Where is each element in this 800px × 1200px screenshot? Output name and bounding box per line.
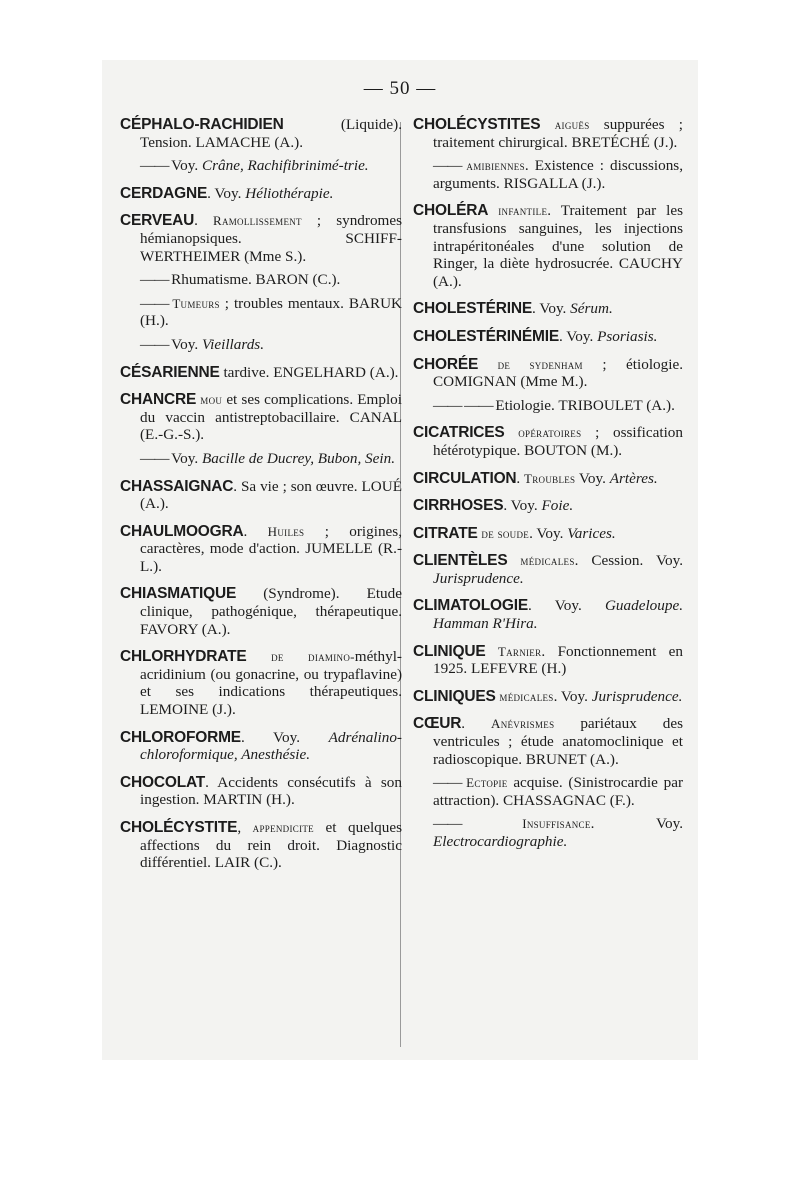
index-entry [120,478,402,513]
entry-headword: CHORÉE [413,355,479,373]
entry-smallcaps-text: Tarnier [497,643,542,659]
entry-smallcaps-text: Insuffisance [522,816,591,832]
entry-cross-reference: Vieillards. [201,335,264,353]
entry-repeat-dash: —— [140,294,173,312]
entry-smallcaps-text: Anévrismes [491,716,555,732]
entry-text: (Syndrome). Etude clinique, pathogénique, thérapeutique. FAVORY (A.). [140,585,402,638]
entry-smallcaps-text: Troubles [524,470,576,486]
entry-headword: CHOLESTÉRINE [413,300,533,318]
index-entry [120,391,402,444]
right-column [413,116,683,861]
entry-smallcaps-text: infantile [498,203,548,219]
entry-smallcaps-text: mou [200,392,223,408]
entry-text [488,202,498,219]
entry-repeat-dash: —— [433,157,467,175]
entry-text: Voy. [171,449,202,467]
entry-text: Etiologie. TRIBOULET (A.). [495,396,675,414]
index-entry [413,470,683,488]
left-column [120,116,402,882]
index-entry [413,525,683,543]
entry-text: . Voy. [503,497,542,515]
entry-headword: CHAULMOOGRA [120,522,244,540]
entry-smallcaps-text: de soude [481,525,530,541]
index-entry [120,185,402,203]
entry-text: . Accidents consécutifs à son ingestion. MARTIN (H.). [140,773,402,809]
entry-headword: CLIENTÈLES [413,552,508,570]
entry-text: pariétaux des ventricules ; étude anatomoclinique et radioscopique. BRUNET (A.). [433,715,683,768]
entry-text: , [237,819,253,836]
entry-repeat-dash: —— —— [433,396,496,414]
entry-headword: CITRATE [413,524,478,542]
entry-text: suppurées ; traitement chirurgical. BRETÉCHÉ (J.). [433,116,683,151]
index-entry [120,819,402,872]
entry-headword: CLINIQUE [413,642,486,660]
entry-headword: CÉPHALO-RACHIDIEN [120,116,284,133]
entry-text: ; ossification hétérotypique. BOUTON (M.). [433,424,683,459]
index-entry [120,364,402,382]
entry-text: . [516,469,525,487]
index-entry [120,585,402,638]
entry-text: méthyl-acridinium (ou gonacrine, ou trypaflavine) et ses indications thérapeutiques. LEMOINE (J.). [140,648,402,719]
entry-text: . Existence : discussions, arguments. RISGALLA (J.). [433,157,684,192]
entry-text: Rhumatisme. BARON (C.). [171,271,341,289]
entry-text: ; étiologie. COMIGNAN (Mme M.). [433,355,683,391]
index-entry [413,300,683,318]
entry-headword: CHOLÉRA [413,202,489,220]
index-entry [413,597,683,632]
entry-text: acquise. (Sinistrocardie par attraction). CHASSAGNAC (F.). [433,774,683,809]
entry-text [478,356,497,373]
entry-text: . [461,715,491,733]
entry-headword: CŒUR [413,715,462,733]
entry-headword: CHOLÉCYSTITES [413,116,541,133]
entry-headword: CHOLÉCYSTITE [120,819,238,836]
entry-smallcaps-text: amibiennes [466,158,525,174]
entry-text: (Liquide). Tension. LAMACHE (A.). [140,116,402,151]
entry-text: et ses complications. Emploi du vaccin antistreptobacillaire. CANAL (E.-G.-S.). [140,391,402,444]
entry-text [505,424,519,441]
entry-repeat-dash: —— [140,449,172,467]
index-subentry [413,397,683,415]
entry-text: . Voy. [528,597,605,615]
entry-text: . Voy. [529,524,568,542]
entry-text: . Voy. [240,728,329,746]
index-entry [120,729,402,764]
index-subentry [413,815,683,850]
entry-text: . [243,522,268,540]
entry-headword: CERDAGNE [120,184,208,202]
entry-repeat-dash: —— [433,815,523,833]
index-entry [413,116,683,151]
entry-text [485,643,497,660]
entry-text [540,116,554,133]
index-entry [413,356,683,391]
entry-text: . Voy. [553,687,592,705]
entry-text: Voy. [171,157,202,175]
entry-cross-reference: Sérum. [570,300,613,318]
entry-headword: CIRRHOSES [413,497,504,515]
entry-repeat-dash: —— [140,335,172,353]
entry-headword: CLINIQUES [413,687,496,705]
entry-text: . Voy. [558,327,598,345]
index-entry [413,202,683,290]
index-subentry [120,336,402,354]
entry-headword: CLIMATOLOGIE [413,597,528,615]
entry-text: . Cession. Voy. [574,552,683,570]
entry-cross-reference: Adrénalino-chloroformique, Anesthésie. [140,728,402,764]
entry-headword: CERVEAU [120,212,195,230]
entry-repeat-dash: —— [140,271,172,289]
entry-cross-reference: Bacille de Ducrey, Bubon, Sein. [201,449,396,467]
index-subentry [120,295,402,330]
entry-headword: CHOLESTÉRINÉMIE [413,327,559,345]
entry-headword: CHIASMATIQUE [120,585,237,603]
entry-text [507,552,520,569]
entry-text: et quelques affections du rein droit. Diagnostic différentiel. LAIR (C.). [140,819,402,872]
entry-text: ; syndromes hémianopsiques. SCHIFF-WERTHEIMER (Mme S.). [140,212,403,265]
index-entry [413,497,683,515]
entry-smallcaps-text: opératoires [518,425,582,441]
entry-headword: CHLORHYDRATE [120,648,247,666]
entry-cross-reference: Artères. [609,469,658,487]
entry-text: tardive. ENGELHARD (A.). [219,363,399,381]
entry-headword: CHOCOLAT [120,773,206,791]
entry-smallcaps-text: Ramollissement [212,213,302,229]
entry-text: Voy. [575,469,610,487]
entry-cross-reference: Psoriasis. [597,327,658,345]
entry-text: . [194,212,213,230]
entry-smallcaps-text: médicales [520,553,575,569]
index-subentry [120,450,402,468]
entry-text: Voy. [171,335,202,353]
entry-text: ; origines, caractères, mode d'action. JUMELLE (R.-L.). [140,522,403,575]
entry-headword: CICATRICES [413,424,505,442]
index-subentry [413,157,683,192]
index-entry [413,643,683,678]
index-subentry [413,774,683,809]
entry-smallcaps-text: Ectopie [466,775,508,791]
index-entry [413,688,683,706]
entry-smallcaps-text: Huiles [267,523,305,539]
entry-text: . Voy. [207,184,246,202]
entry-smallcaps-text: appendicite [252,820,314,835]
entry-smallcaps-text: de diamino- [271,649,355,665]
entry-headword: CHASSAIGNAC [120,477,234,495]
entry-smallcaps-text: médicales [499,688,554,704]
entry-cross-reference: Electrocardiographie. [433,833,568,850]
index-entry [413,328,683,346]
entry-repeat-dash: —— [140,157,172,175]
index-subentry [120,271,402,289]
entry-headword: CIRCULATION [413,469,517,487]
entry-text: . Traitement par les transfusions sanguines, les injections intrapéritonéales d'une solution de Ringer, la diète hydrosucrée. CAUCHY (A.). [433,202,684,290]
entry-smallcaps-text: de sydenham [497,356,583,372]
entry-cross-reference: Varices. [567,524,616,542]
index-entry [120,774,402,809]
index-entry [413,552,683,587]
entry-text [246,648,271,665]
page-number: — 50 — [363,78,437,99]
entry-headword: CÉSARIENNE [120,363,220,381]
index-subentry [120,157,402,175]
entry-headword: CHLOROFORME [120,728,241,746]
entry-cross-reference: Héliothérapie. [245,184,334,202]
entry-headword: CHANCRE [120,391,197,409]
entry-cross-reference: Jurisprudence. [591,687,683,705]
entry-text: . Sa vie ; son œuvre. LOUÉ (A.). [140,477,402,513]
entry-cross-reference: Foie. [541,497,574,515]
index-entry [120,648,402,718]
entry-text: . Voy. [532,300,571,318]
index-entry [120,116,402,151]
entry-smallcaps-text: Tumeurs [172,295,220,311]
entry-cross-reference: Guadeloupe. Hamman R'Hira. [433,597,683,633]
index-entry [120,212,402,265]
entry-repeat-dash: —— [433,774,467,792]
entry-text: . Voy. [590,815,684,833]
entry-smallcaps-text: aiguës [554,117,590,132]
index-entry [413,715,683,768]
index-entry [413,424,683,459]
entry-cross-reference: Crâne, Rachifibrinimé-trie. [201,157,369,175]
entry-text: ; troubles mentaux. BARUK (H.). [140,294,403,330]
index-entry [120,523,402,576]
entry-cross-reference: Jurisprudence. [433,569,524,587]
entry-text: . Fonctionnement en 1925. LEFEVRE (H.) [433,642,684,678]
